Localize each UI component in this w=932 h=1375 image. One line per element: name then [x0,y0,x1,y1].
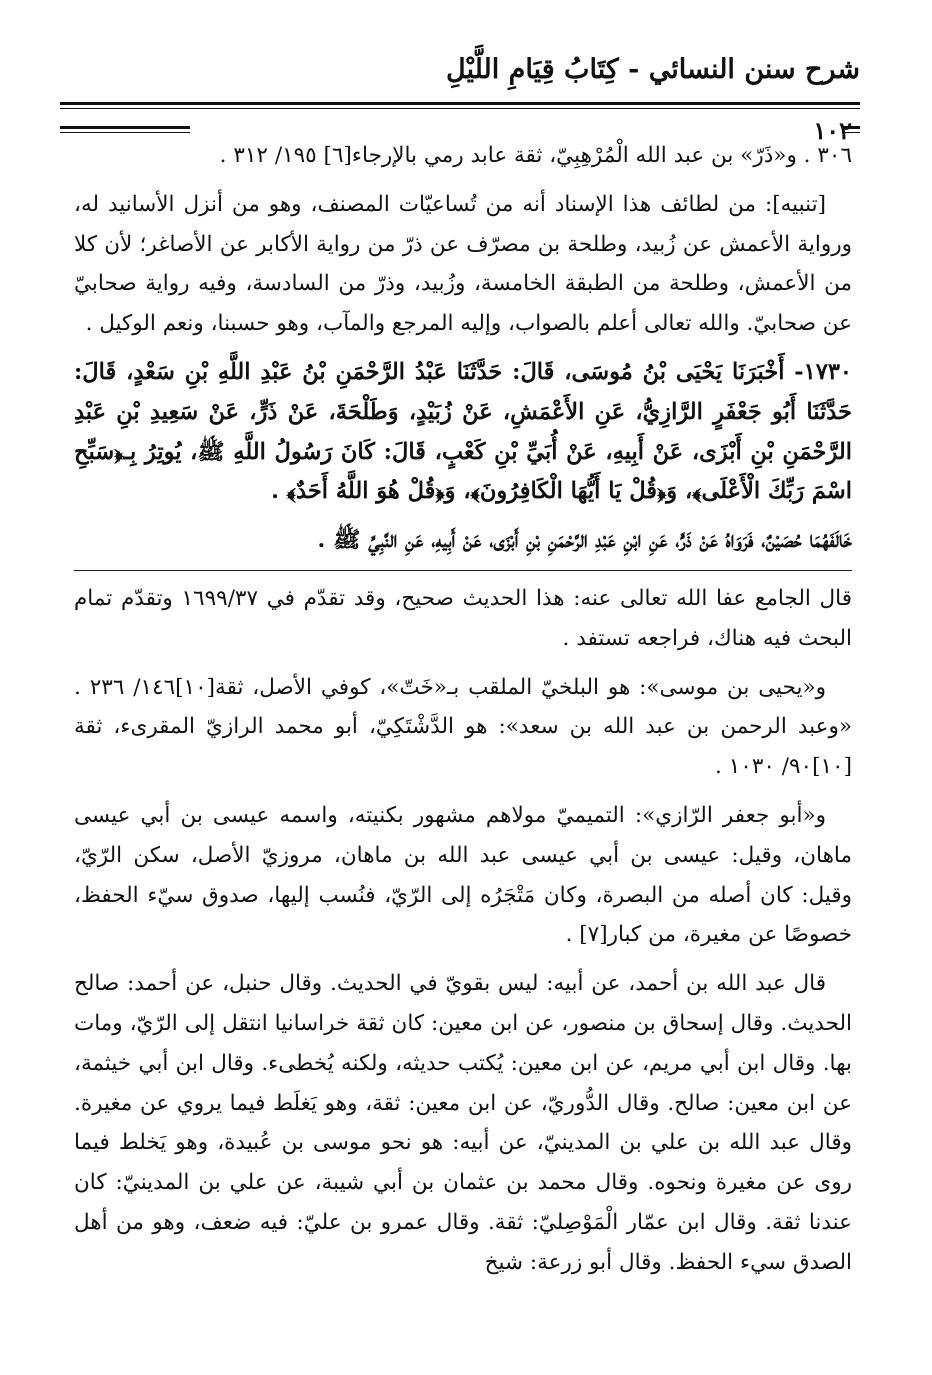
running-title: شرح سنن النسائي - كِتَابُ قِيَامِ اللَّيْلِ [446,54,860,85]
hadith-text: ١٧٣٠- أَخْبَرَنَا يَحْيَى بْنُ مُوسَى، قَالَ: حَدَّثَنَا عَبْدُ الرَّحْمَنِ بْنُ عَبْدِ اللَّهِ بْنِ سَعْدٍ، قَالَ: حَدَّثَنَا أَبُو جَعْفَرٍ الرَّازِيُّ، عَنِ الأَعْمَشِ، عَنْ زُبَيْدٍ، وَطَلْحَةَ، عَنْ ذَرٍّ، عَنْ سَعِيدِ بْنِ عَبْدِ الرَّحْمَنِ بْنِ أَبْزَى، عَنْ أَبِيهِ، عَنْ أُبَيِّ بْنِ كَعْبٍ، قَالَ: كَانَ رَسُولُ اللَّهِ ﷺ، يُوتِرُ بِـ﴿سَبِّحِ اسْمَ رَبِّكَ الْأَعْلَى﴾، وَ﴿قُلْ يَا أَيُّهَا الْكَافِرُونَ﴾، وَ﴿قُلْ هُوَ اللَّهُ أَحَدٌ﴾ . [74,358,852,505]
page-header [60,40,860,145]
page-body [74,136,852,1292]
narrator-note-dharr: ٣٠٦ . و«ذَرّ» بن عبد الله الْمُرْهِبِيّ، ثقة عابد رمي بالإرجاء[٦] ١٩٥/ ٣١٢ . [219,143,852,168]
header-rule-left [60,126,190,133]
abu-jafar-paragraph: و«أبو جعفر الرّازي»: التميميّ مولاهم مشهور بكنيته، واسمه عيسى بن أبي عيسى ماهان، وقيل: عيسى بن أبي عيسى عبد الله بن ماهان، مروزيّ الأصل، سكن الرّيّ، وقيل: كان أصله من البصرة، وكان مَتْجَرُه إلى الرّيّ، فنُسب إليها، صدوق سيّء الحفظ، خصوصًا عن مغيرة، من كبار[٧] . [74,802,852,948]
page-number: ١٠٢ [813,116,852,145]
hadith-variant: خَالَفَهُمَا حُصَيْنٌ، فَرَوَاهُ عَنْ ذَرٍّ، عَنِ ابْنِ عَبْدِ الرَّحْمَنِ بْنِ أَبْزَى، عَنْ أَبِيهِ، عَنِ النَّبِيِّ ﷺ . [317,527,852,554]
header-rule [60,102,860,109]
criticism-paragraph: قال عبد الله بن أحمد، عن أبيه: ليس بقويّ في الحديث. وقال حنبل، عن أحمد: صالح الحديث. وقال إسحاق بن منصور، عن ابن معين: كان ثقة خراسانيا انتقل إلى الرّيّ، ومات بها. وقال ابن أبي مريم، عن ابن معين: يُكتب حديثه، ولكنه يُخطىء. وقال ابن أبي خيثمة، عن ابن معين: صالح. وقال الدُّوريّ، عن ابن معين: ثقة، وهو يَغلَط فيما يروي عن مغيرة. وقال عبد الله بن علي بن المدينيّ، عن أبيه: هو نحو موسى بن عُبيدة، وهو يَخلط فيما روى عن مغيرة ونحوه. وقال محمد بن عثمان بن أبي شيبة، عن علي بن المدينيّ: كان عندنا ثقة. وقال ابن عمّار الْمَوْصِليّ: ثقة. وقال عمرو بن عليّ: فيه ضعف، وهو من أهل الصدق سيء الحفظ. وقال أبو زرعة: شيخ [74,971,852,1275]
narrators-paragraph: و«يحيى بن موسى»: هو البلخيّ الملقب بـ«خَتّ»، كوفي الأصل، ثقة[١٠]١٤٦/ ٢٣٦ . «وعبد الرحمن بن عبد الله بن سعد»: هو الدَّشْتَكِيّ، أبو محمد الرازيّ المقرىء، ثقة [١٠]٩٠/ ١٠٣٠ . [74,674,852,780]
header-rule-right [842,126,860,133]
commentary-paragraph: قال الجامع عفا الله تعالى عنه: هذا الحديث صحيح، وقد تقدّم في ١٦٩٩/٣٧ وتقدّم تمام البحث فيه هناك، فراجعه تستفد . [74,570,852,659]
tanbih-paragraph: [تنبيه]: من لطائف هذا الإسناد أنه من تُساعيّات المصنف، وهو من أنزل الأسانيد له، ورواية الأعمش عن زُبيد، وطلحة بن مصرّف عن ذرّ من رواية الأكابر عن الأصاغر؛ لأن كلا من الأعمش، وطلحة من الطبقة الخامسة، وزُبيد، وذرّ من السادسة، وفيه رواية صحابيّ عن صحابيّ. والله تعالى أعلم بالصواب، وإليه المرجع والمآب، وهو حسبنا، ونعم الوكيل . [74,191,852,337]
